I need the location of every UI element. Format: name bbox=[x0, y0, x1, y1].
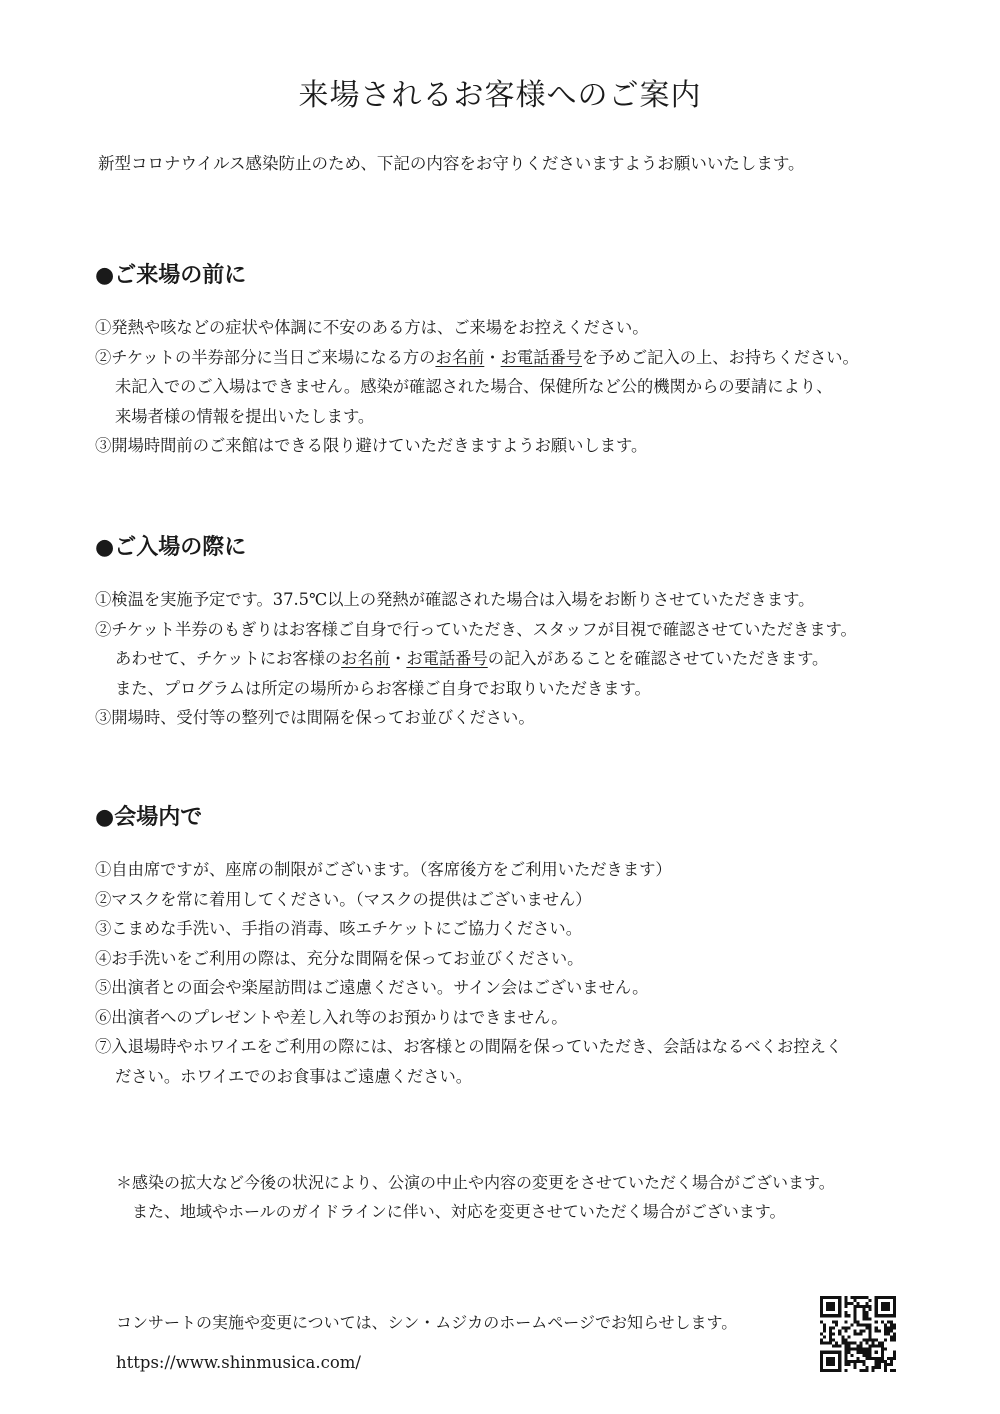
item-text: あわせて、チケットにお客様の bbox=[115, 649, 342, 668]
separator-dot: ・ bbox=[484, 347, 501, 367]
list-item: ③開場時、受付等の整列では間隔を保ってお並びください。 bbox=[95, 708, 535, 727]
qr-code-icon[interactable] bbox=[820, 1296, 896, 1372]
section-heading: ●会場内で bbox=[95, 805, 203, 830]
list-item: ③開場時間前のご来館はできる限り避けていただきますようお願いします。 bbox=[95, 436, 648, 455]
list-item: ①発熱や咳などの症状や体調に不安のある方は、ご来場をお控えください。 bbox=[95, 318, 649, 337]
section-before-arrival bbox=[95, 258, 925, 461]
section-heading: ●ご入場の際に bbox=[95, 535, 247, 560]
phone-underline: お電話番号 bbox=[406, 649, 488, 668]
list-item-continuation: 未記入でのご入場はできません。感染が確認された場合、保健所など公的機関からの要請により、 bbox=[115, 377, 833, 396]
section-in-venue bbox=[95, 800, 925, 1091]
list-item: ②チケット半券のもぎりはお客様ご自身で行っていただき、スタッフが目視で確認させていただきます。 bbox=[95, 619, 857, 639]
footer bbox=[116, 1310, 737, 1372]
list-item: ③こまめな手洗い、手指の消毒、咳エチケットにご協力ください。 bbox=[95, 919, 582, 938]
item-list bbox=[95, 585, 925, 733]
item-text: の記入があることを確認させていただきます。 bbox=[487, 649, 829, 668]
name-underline: お名前 bbox=[435, 347, 485, 367]
note-line: ＊感染の拡大など今後の状況により、公演の中止や内容の変更をさせていただく場合がございます。 bbox=[116, 1173, 835, 1192]
list-item bbox=[95, 343, 925, 373]
list-item: ②マスクを常に着用してください。（マスクの提供はございません） bbox=[95, 889, 592, 909]
section-heading: ●ご来場の前に bbox=[95, 263, 247, 288]
list-item-continuation: また、プログラムは所定の場所からお客様ご自身でお取りいただきます。 bbox=[115, 678, 651, 698]
item-text: を予めご記入の上、お持ちください。 bbox=[582, 347, 859, 367]
item-text: ②チケットの半券部分に当日ご来場になる方の bbox=[95, 347, 436, 367]
page-title: 来場されるお客様へのご案内 bbox=[298, 78, 702, 113]
phone-underline: お電話番号 bbox=[500, 347, 583, 367]
footer-text: コンサートの実施や変更については、シン・ムジカのホームページでお知らせします。 bbox=[116, 1313, 738, 1332]
list-item: ①自由席ですが、座席の制限がございます。（客席後方をご利用いただきます） bbox=[95, 860, 672, 879]
notes-block bbox=[116, 1168, 835, 1226]
list-item: ④お手洗いをご利用の際は、充分な間隔を保ってお並びください。 bbox=[95, 948, 584, 968]
intro-text: 新型コロナウイルス感染防止のため、下記の内容をお守りくださいますようお願いいたします。 bbox=[98, 154, 805, 173]
name-underline: お名前 bbox=[341, 649, 391, 668]
note-line: また、地域やホールのガイドラインに伴い、対応を変更させていただく場合がございます。 bbox=[132, 1202, 786, 1221]
section-on-entry bbox=[95, 530, 925, 733]
list-item: ⑤出演者との面会や楽屋訪問はご遠慮ください。サイン会はございません。 bbox=[95, 978, 649, 997]
list-item: ⑥出演者へのプレゼントや差し入れ等のお預かりはできません。 bbox=[95, 1007, 568, 1027]
list-item-continuation: ださい。ホワイエでのお食事はご遠慮ください。 bbox=[115, 1066, 473, 1086]
list-item-continuation bbox=[95, 644, 925, 674]
website-link[interactable]: https://www.shinmusica.com/ bbox=[116, 1353, 361, 1372]
separator-dot: ・ bbox=[390, 649, 407, 668]
list-item-continuation: 来場者様の情報を提出いたします。 bbox=[115, 406, 375, 426]
list-item: ①検温を実施予定です。37.5℃以上の発熱が確認された場合は入場をお断りさせていただきます。 bbox=[95, 590, 815, 609]
item-list bbox=[95, 313, 925, 461]
item-list bbox=[95, 855, 925, 1091]
list-item: ⑦入退場時やホワイエをご利用の際には、お客様との間隔を保っていただき、会話はなるべくお控えく bbox=[95, 1037, 843, 1056]
